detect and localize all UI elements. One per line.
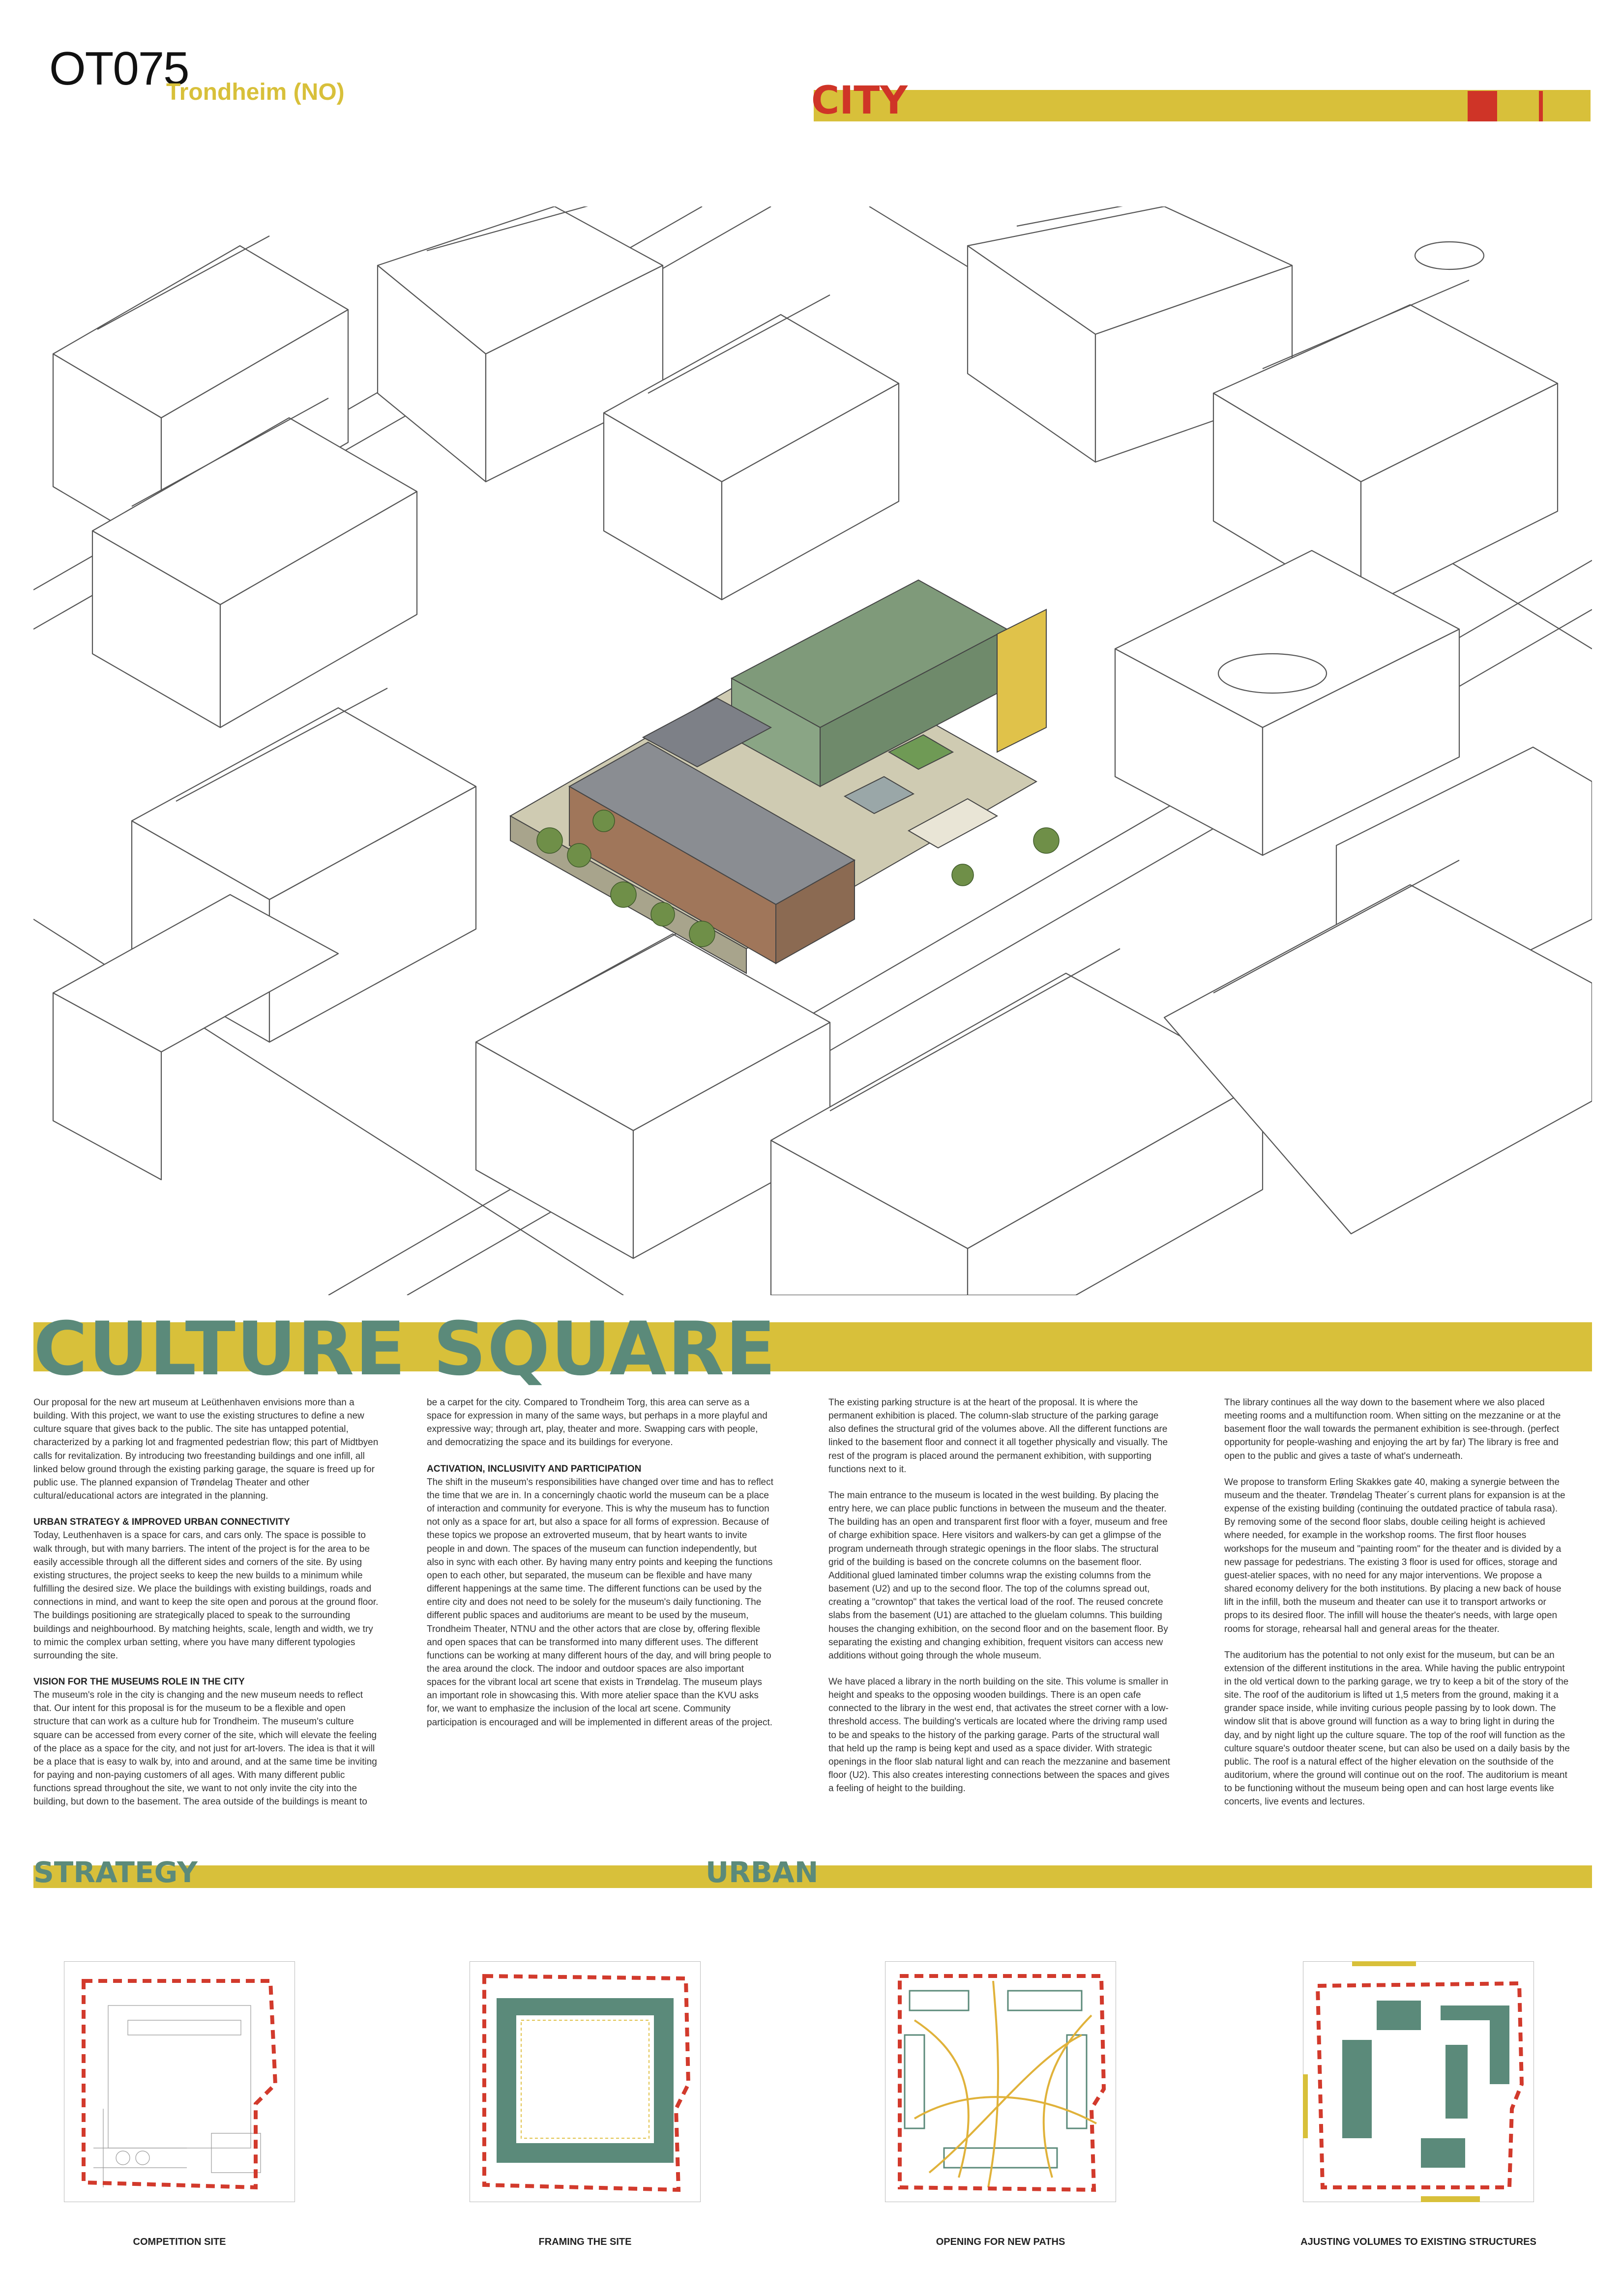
section-heading: VISION FOR THE MUSEUMS ROLE IN THE CITY — [33, 1676, 245, 1687]
diagram-label-3: OPENING FOR NEW PATHS — [936, 2237, 1065, 2247]
strategy-title: STRATEGY — [33, 1856, 198, 1889]
competition-site-diagram — [64, 1961, 295, 2202]
culture-square-title: CULTURE SQUARE — [33, 1307, 777, 1392]
paragraph: Our proposal for the new art museum at Leüthenhaven envisions more than a building. With this project, we want to use the existing structures to define a new culture square that gives back to the public. The site has untapped potential, characterized by a parking lot and fragmented pedestrian flow; this part of Midtbyen calls for revitalization. By introducing two freestanding buildings and one infill, all linked below ground through the existing parking garage, the square is freed up for public use. The planned expansion of Trøndelag Theater and other cultural/educational actors are integrated in the planning. — [33, 1397, 379, 1502]
paragraph: The auditorium has the potential to not only exist for the museum, but can be an extension of the different institutions in the area. While having the public entrypoint in the old vertical down to the parking garage, we try to keep a bit of the story of the site. The roof of the auditorium is lifted ut 1,5 meters from the ground, making it a grander space inside, while inviting curious people passing by to look down. The window slit that is above ground will function as a way to bring light in during the day, and by night light up the culture square. The top of the roof will function as the culture square's outdoor theater scene, but can also be used on a daily basis by the public. The roof is a natural effect of the higher elevation on the southside of the auditorium, where the ground will continue out on the roof. The auditorium is meant to be functioning without the museum being open and can host large events like concerts, live events and lectures. — [1224, 1650, 1570, 1807]
paragraph: Today, Leuthenhaven is a space for cars, and cars only. The space is possible to walk through, but with many barriers. The intent of the project is for the area to be easily accessible through all the different sides and corners of the site. By using existing structures, the project seeks to keep the new builds to a minimum while fulfilling the desired size. We place the buildings with existing buildings, roads and connections in mind, and want to keep the site open and porous at the ground floor. The buildings positioning are strategically placed to speak to the surrounding buildings and neighbourhood. By matching heights, scale, length and width, we try to mimic the complex urban setting, where you have many different typologies surrounding the site. — [33, 1530, 379, 1661]
location-label: Trondheim (NO) — [166, 79, 345, 105]
paragraph: be a carpet for the city. Compared to Trondheim Torg, this area can serve as a space for expression in many of the same ways, but perhaps in a more playful and expressive way; through art, play, theater and more. Swapping cars with people, and democratizing the space and its buildings for everyone. — [427, 1397, 767, 1448]
section-heading: ACTIVATION, INCLUSIVITY AND PARTICIPATION — [427, 1463, 642, 1474]
opening-for-new-paths-diagram — [885, 1961, 1116, 2202]
paragraph: We propose to transform Erling Skakkes gate 40, making a synergie between the museum and the theater. Trøndelag Theater´s current plans for expansion is at the expense of the existing building (continuing the outdated practice of tabula rasa). By removing some of the second floor slabs, double ceiling height is achieved where needed, for example in the workshop rooms. The first floor houses workshops for the museum and "painting room" for the theater and is divided by a new passage for pedestrians. The existing 3 floor is used for offices, storage and guest-atelier spaces, with no need for any major interventions. We propose a shared economy delivery for the both institutions. By placing a new back of house lift in the infill, both the museum and theater can use it to transport artworks or props to its desired floor. The infill will house the theater's needs, with large open rooms for storage, rehearsal hall and general areas for the theater. — [1224, 1477, 1565, 1634]
red-square-marker — [1468, 91, 1497, 121]
axonometric-city-drawing — [33, 206, 1592, 1295]
paragraph: The museum's role in the city is changing and the new museum needs to reflect that. Our intent for this proposal is for the museum to be a flexible and open structure that can work as a culture hub for Trondheim. The museum's culture square can be accessed from every corner of the site, which will elevate the feeling of the place as a space for the city, and not just for art-lovers. The idea is that it will be a place that is easy to walk by, into and around, and at the same time be inviting for paying and non-paying customers of all ages. With many different public functions spread throughout the site, we want to not only invite the city into the building, but down to the basement. The area outside of the buildings is meant to — [33, 1690, 377, 1807]
text-column-3 — [828, 1396, 1175, 1808]
paragraph: The main entrance to the museum is located in the west building. By placing the entry here, we can place public functions in between the museum and the theater. The building has an open and transparent first floor with a foyer, museum and free of charge exhibition space. Here visitors and walkers-by can get a glimpse of the program underneath through strategic openings in the floor slabs. The structural grid of the building is based on the concrete columns on the basement floor. Additional glued laminated timber columns wrap the existing columns from the basement (U2) and up to the second floor. The top of the columns spread out, creating a "crowntop" that takes the vertical load of the roof. The reused concrete slabs from the basement (U1) are attached to the gluelam columns. This building houses the changing exhibition, on the second floor and on the basement floor. By separating the existing and changing exhibition, frequent visitors can access new additions without going through the whole museum. — [828, 1490, 1168, 1661]
paragraph: The existing parking structure is at the heart of the proposal. It is where the permanent exhibition is placed. The column-slab structure of the parking garage also defines the structural grid of the volumes above. All the different functions are linked to the basement floor and connect it all together physically and visually. The rest of the program is placed around the permanent exhibition, with supporting functions next to it. — [828, 1397, 1168, 1475]
text-column-4 — [1224, 1396, 1571, 1822]
text-column-1 — [33, 1396, 380, 1822]
section-heading: URBAN STRATEGY & IMPROVED URBAN CONNECTIVITY — [33, 1517, 290, 1528]
red-bar-marker — [1539, 91, 1543, 121]
adjusting-volumes-diagram — [1303, 1961, 1534, 2202]
project-code: OT075 — [49, 42, 189, 95]
diagram-label-4: AJUSTING VOLUMES TO EXISTING STRUCTURES — [1300, 2237, 1536, 2247]
framing-the-site-diagram — [470, 1961, 701, 2202]
diagram-label-2: FRAMING THE SITE — [538, 2237, 632, 2247]
diagram-label-1: COMPETITION SITE — [133, 2237, 226, 2247]
paragraph: We have placed a library in the north building on the site. This volume is smaller in height and speaks to the opposing wooden buildings. There is an open cafe connected to the library in the west end, that activates the street corner with a low-threshold access. The building's verticals are located where the driving ramp used to be and speaks to the history of the parking garage. Parts of the structural wall that held up the ramp is being kept and used as a space divider. With strategic openings in the floor slab natural light and can reach the mezzanine and basement floor (U2). This also creates interesting connections between the spaces and gives a feeling of height to the building. — [828, 1676, 1171, 1794]
paragraph: The library continues all the way down to the basement where we also placed meeting rooms and a multifunction room. When sitting on the mezzanine or at the basement floor the wall towards the permanent exhibition is see-through. (perfect opportunity for people-washing and enjoying the art by far) The library is free and open to the public and gives a taste of what's underneath. — [1224, 1397, 1561, 1461]
text-column-2 — [427, 1396, 773, 1742]
urban-title: URBAN — [706, 1856, 819, 1889]
paragraph: The shift in the museum's responsibilities have changed over time and has to reflect the time that we are in. In a concerningly chaotic world the museum can be a place of interaction and community for everyone. This is why the museum has to function not only as a space for art, but also a space for all forms of expression. Because of these topics we propose an extroverted museum, that by heart wants to invite people in and down. The spaces of the museum can function independently, but also in sync with each other. By having many entry points and keeping the functions open to each other, but separated, the museum can be flexible and have many different happenings at the same time. The different functions can be used by the entire city and does not need to be solely for the museum's daily functioning. The different public spaces and auditoriums are meant to be used by the museum, Trondheim Theater, NTNU and the other actors that are close by, offering flexible and open spaces that can be transformed into many different uses. The different functions can be working at many different hours of the day, and will bring people to the area around the clock. The indoor and outdoor spaces are also important spaces for the vibrant local art scene that exists in Trøndelag. The museum plays an important role in showcasing this. With more atelier space than the KVU asks for, we want to emphasize the inclusion of the local art scene. Community participation is encouraged and will be implemented in different areas of the project. — [427, 1477, 773, 1728]
section-title: CITY — [811, 79, 908, 123]
